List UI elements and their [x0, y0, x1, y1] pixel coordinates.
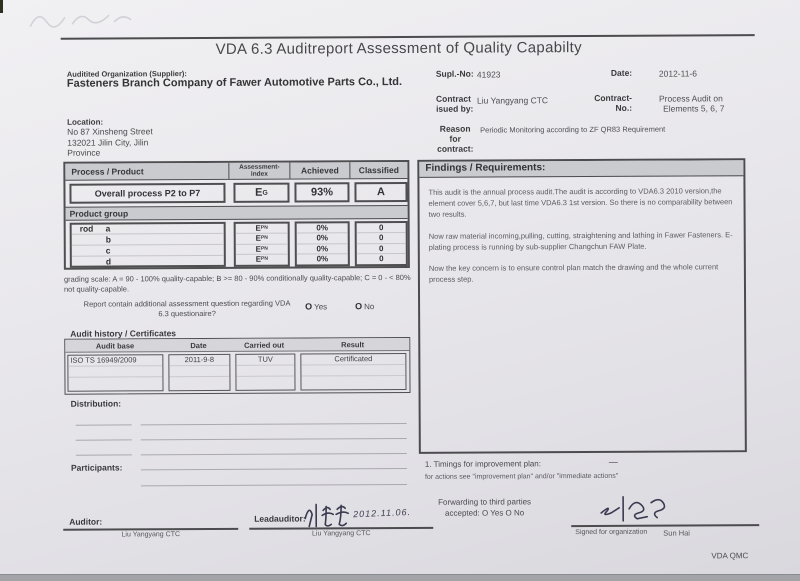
contract-issued-by-label: Contract isued by:: [435, 93, 474, 114]
audit-base-cell: ISO TS 16949/2009: [67, 354, 163, 392]
grading-scale-note: grading scale: A = 90 - 100% quality-capable; B >= 80 - 90% conditionally quality-capable; C = 0 - < 80% not quality-capable.: [63, 272, 411, 294]
blank-line: [141, 468, 407, 470]
auditor-signature-line: [63, 528, 238, 530]
location-line: No 87 Xinsheng Street: [67, 126, 153, 137]
findings-body: [419, 176, 744, 307]
header-achieved: Achieved: [290, 162, 350, 178]
contract-no-label: Contract- No.:: [594, 92, 633, 113]
form-footer-vda-qmc: VDA QMC: [711, 551, 749, 561]
product-group-index-column: E PN E PN E PN E PN: [234, 222, 290, 267]
audit-carried-out-cell: TUV: [235, 354, 295, 391]
audit-history-title: Audit history / Certificates: [70, 328, 177, 339]
overall-classified-cell: A: [354, 182, 407, 202]
organization-signature-line: [571, 524, 759, 526]
header-assessment-index: Assessment- index: [229, 163, 290, 179]
audit-date-cell: 2011-9-8: [168, 354, 230, 391]
page-title: VDA 6.3 Auditreport Assessment of Quality Capabilty: [215, 39, 582, 58]
blank-line: [141, 453, 407, 455]
header-classified: Classified: [358, 165, 399, 176]
auditor-label: Auditor:: [69, 516, 103, 527]
blank-line: [76, 454, 132, 455]
radio-yes-icon: O: [305, 301, 313, 312]
handwritten-date: 2012.11.06.: [352, 506, 412, 520]
supplier-name: Fasteners Branch Company of Fawer Automotive Parts Co., Ltd.: [66, 75, 403, 90]
blank-line: [141, 423, 407, 425]
product-group-names: [70, 222, 226, 268]
supl-no-label: Supl.-No:: [435, 68, 474, 79]
findings-paragraph: Now the key concern is to ensure control plan match the drawing and the whole current process step.: [428, 262, 719, 285]
findings-paragraph: Now raw material incoming,pulling, cutting, straightening and lathing in Fawer Fasteners. E-plating process is running by sub-supplier Changchun FAW Plate.: [428, 229, 733, 252]
radio-no-icon: O: [355, 301, 363, 312]
date-value: 2012-11-6: [658, 68, 698, 79]
contract-issued-by-value: Liu Yangyang CTC: [476, 95, 549, 106]
product-group-classified-column: 0 0 0 0: [355, 221, 408, 266]
leadauditor-signature: [301, 500, 359, 528]
contract-no-value: Process Audit on Elements 5, 6, 7: [658, 93, 725, 114]
location-label: Location:: [67, 117, 104, 127]
questionnaire-no-option: O No: [355, 301, 375, 312]
signed-for-organization-label: Signed for organization: [575, 528, 648, 537]
reason-for-contract-value: Periodic Monitoring according to ZF QR83 Requirement: [480, 124, 666, 135]
header-result: Result: [341, 339, 365, 349]
product-row: d: [105, 256, 112, 267]
product-row: rod a: [72, 223, 224, 235]
overall-achieved-cell: 93%: [294, 182, 349, 202]
overall-index-cell: E G: [233, 183, 289, 203]
process-table-header: [65, 162, 407, 181]
leadauditor-name: Liu Yangyang CTC: [312, 530, 371, 538]
product-row: b: [72, 234, 224, 246]
timings-value: —: [608, 456, 618, 467]
findings-paragraph: This audit is the annual process audit.The audit is according to VDA6.3 2010 version,the element cover 5,6,7, but last time VDA6.3 1st version. So there is no comparability between two results.: [428, 186, 733, 219]
header-process-product: Process / Product: [65, 163, 229, 180]
overall-process-cell: Overall process P2 to P7: [69, 183, 225, 204]
audit-history-table: [64, 337, 410, 395]
blank-line: [141, 438, 407, 440]
blank-line: [76, 424, 132, 425]
reason-for-contract-label: Reason for contract:: [437, 123, 474, 154]
location-line: Province: [67, 147, 101, 158]
timings-note: for actions see "improvement plan" and/or "immediate actions": [424, 472, 619, 481]
timings-label: 1. Timings for improvement plan:: [424, 459, 541, 469]
blank-line: [76, 439, 132, 440]
questionnaire-yes-option: O Yes: [305, 301, 328, 312]
date-label: Date:: [610, 67, 633, 78]
participants-label: Participants:: [70, 462, 123, 473]
product-group-band: Product group: [66, 205, 408, 221]
forwarding-third-parties: Forwarding to third parties accepted: O Yes O No: [438, 497, 532, 518]
location-line: 132021 Jilin City, Jilin: [67, 136, 149, 148]
findings-header: Findings / Requirements:: [419, 160, 743, 178]
findings-requirements-box: [417, 158, 747, 454]
header-audit-base: Audit base: [95, 340, 135, 351]
questionnaire-question: Report contain additional assessment question regarding VDA 6.3 questionaire?: [83, 298, 291, 319]
supplier-label: Auditited Organization (Supplier):: [66, 69, 187, 79]
product-row: c: [72, 245, 224, 257]
product-group-achieved-column: 0% 0% 0% 0%: [295, 221, 350, 266]
location-address: [67, 126, 153, 158]
organization-signer-name: Sun Hai: [663, 528, 690, 538]
leadauditor-signature-line: [249, 527, 433, 529]
distribution-label: Distribution:: [70, 398, 122, 409]
audit-result-cell: Certificated: [300, 353, 406, 391]
organization-signature: [597, 493, 669, 525]
process-product-table: [63, 160, 410, 270]
leadauditor-label: Leadauditor:: [254, 513, 306, 524]
ghost-handwriting-artifact: [25, 5, 135, 34]
blank-line: [141, 484, 407, 486]
supl-no-value: 41923: [476, 69, 501, 80]
header-carried-out: Carried out: [244, 340, 285, 350]
audit-history-header: [65, 338, 409, 353]
header-date: Date: [190, 340, 207, 350]
auditor-name: Liu Yangyang CTC: [121, 531, 181, 539]
